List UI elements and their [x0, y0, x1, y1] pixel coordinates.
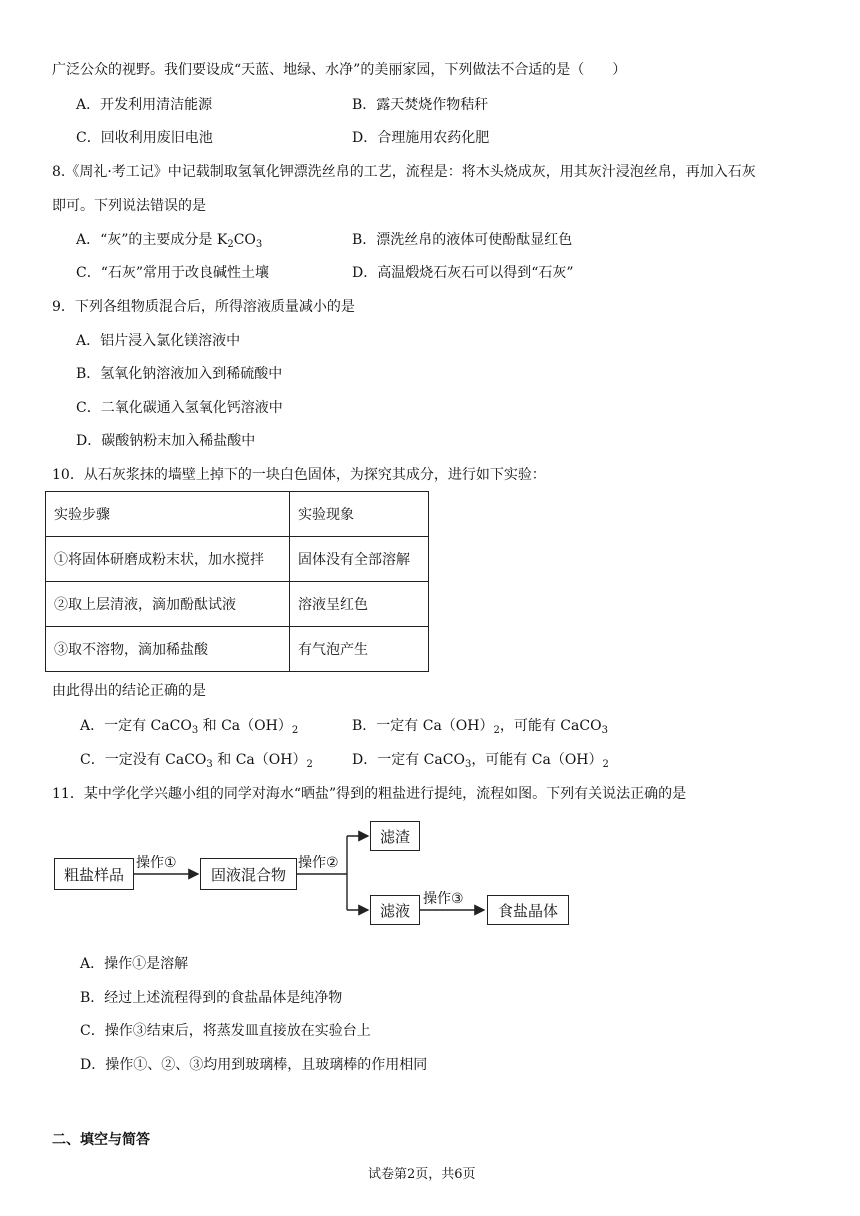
table-cell: 固体没有全部溶解	[290, 537, 429, 582]
table-header-steps: 实验步骤	[46, 492, 290, 537]
page-footer: 试卷第2页，共6页	[368, 1167, 476, 1182]
q9-option-b: B．氢氧化钠溶液加入到稀硫酸中	[76, 366, 283, 382]
flow-box-crude-salt: 粗盐样品	[54, 858, 134, 890]
q11-option-b: B．经过上述流程得到的食盐晶体是纯净物	[80, 990, 343, 1006]
q7-option-c: C．回收利用废旧电池	[76, 130, 213, 146]
q10-option-b: B．一定有 $Ca(OH)_2$，可能有 CaCO$_3$	[352, 718, 608, 736]
table-header-phenomena: 实验现象	[290, 492, 429, 537]
q8-stem-line1: 8.《周礼·考工记》中记载制取氢氧化钾漂洗丝帛的工艺，流程是：将木头烧成灰，用其灰汁浸泡丝帛，再加入石灰	[52, 164, 756, 180]
q8-option-a: A．“灰”的主要成分是 $K_2CO_3$	[76, 232, 263, 250]
table-cell: ③取不溶物，滴加稀盐酸	[46, 627, 290, 672]
table-cell: 有气泡产生	[290, 627, 429, 672]
flow-label-op2: 操作②	[298, 855, 339, 871]
flow-label-op3: 操作③	[423, 891, 464, 907]
q11-option-a: A．操作①是溶解	[80, 956, 189, 972]
q7-option-b: B．露天焚烧作物秸秆	[352, 97, 489, 113]
q8-option-c: C．“石灰”常用于改良碱性土壤	[76, 265, 270, 281]
table-cell: ②取上层清液，滴加酚酞试液	[46, 582, 290, 627]
q7-option-a: A．开发利用清洁能源	[76, 97, 213, 113]
q9-option-c: C．二氧化碳通入氢氧化钙溶液中	[76, 400, 283, 416]
q8-option-d: D．高温煅烧石灰石可以得到“石灰”	[352, 265, 574, 281]
q9-option-a: A．铝片浸入氯化镁溶液中	[76, 333, 241, 349]
q10-option-d: D．一定有 CaCO$_3$，可能有 $Ca(OH)_2$	[352, 752, 609, 770]
q10-stem: 10．从石灰浆抹的墙壁上掉下的一块白色固体，为探究其成分，进行如下实验：	[52, 467, 546, 483]
q11-stem: 11．某中学化学兴趣小组的同学对海水“晒盐”得到的粗盐进行提纯，流程如图。下列有关说法正确的是	[52, 786, 687, 802]
flow-box-residue: 滤渣	[370, 821, 420, 851]
section-heading: 二、填空与简答	[52, 1132, 150, 1148]
q9-stem: 9．下列各组物质混合后，所得溶液质量减小的是	[52, 299, 355, 315]
q11-option-d: D．操作①、②、③均用到玻璃棒，且玻璃棒的作用相同	[80, 1057, 428, 1073]
q9-option-d: D．碳酸钠粉末加入稀盐酸中	[76, 433, 256, 449]
flow-box-filtrate: 滤液	[370, 895, 420, 925]
q10-option-c: C．一定没有 CaCO$_3$ 和 $Ca(OH)_2$	[80, 752, 313, 770]
flow-box-mixture: 固液混合物	[200, 858, 297, 890]
q8-option-b: B．漂洗丝帛的液体可使酚酞显红色	[352, 232, 573, 248]
flow-box-salt-crystal: 食盐晶体	[487, 895, 569, 925]
q7-stem: 广泛公众的视野。我们要设成“天蓝、地绿、水净”的美丽家园，下列做法不合适的是（ ）	[52, 62, 627, 78]
q7-option-d: D．合理施用农药化肥	[352, 130, 490, 146]
table-cell: 溶液呈红色	[290, 582, 429, 627]
q10-conclusion: 由此得出的结论正确的是	[52, 683, 206, 699]
table-cell: ①将固体研磨成粉末状，加水搅拌	[46, 537, 290, 582]
flow-label-op1: 操作①	[136, 855, 177, 871]
q10-option-a: A．一定有 CaCO$_3$ 和 $Ca(OH)_2$	[80, 718, 299, 736]
q8-stem-line2: 即可。下列说法错误的是	[52, 198, 206, 214]
q11-option-c: C．操作③结束后，将蒸发皿直接放在实验台上	[80, 1023, 371, 1039]
